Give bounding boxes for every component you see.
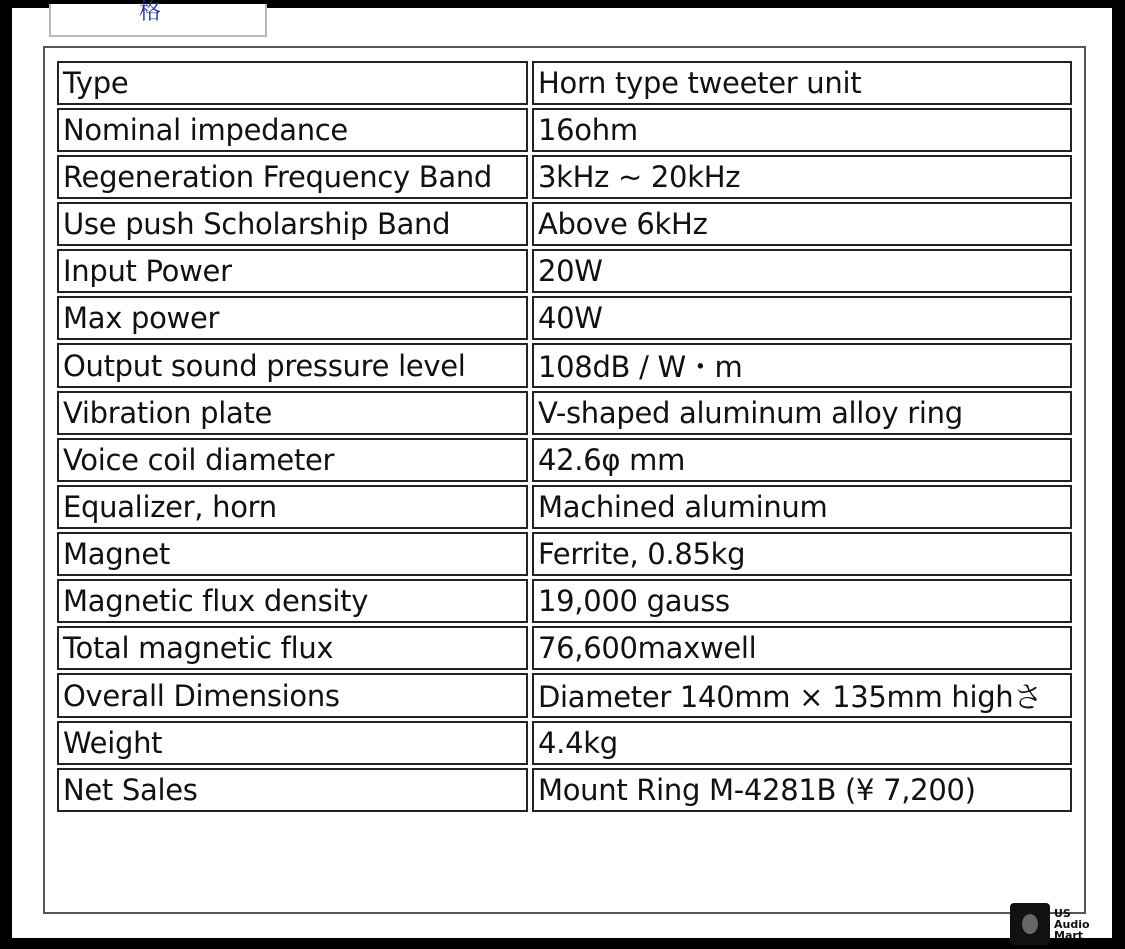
table-row — [57, 249, 1072, 293]
spec-value: Ferrite, 0.85kg — [532, 532, 1072, 576]
spec-label: Magnetic flux density — [57, 579, 528, 623]
table-row — [57, 438, 1072, 482]
table-row — [57, 626, 1072, 670]
spec-label: Weight — [57, 721, 528, 765]
spec-label: Equalizer, horn — [57, 485, 528, 529]
spec-value: Above 6kHz — [532, 202, 1072, 246]
watermark-text: US Audio Mart — [1054, 906, 1090, 942]
watermark-logo — [1010, 901, 1096, 947]
spec-value: 4.4kg — [532, 721, 1072, 765]
spec-label: Vibration plate — [57, 391, 528, 435]
spec-value: 16ohm — [532, 108, 1072, 152]
spec-label: Net Sales — [57, 768, 528, 812]
spec-label: Input Power — [57, 249, 528, 293]
table-row — [57, 108, 1072, 152]
spec-table-frame — [43, 46, 1086, 914]
table-row — [57, 768, 1072, 812]
spec-label: Regeneration Frequency Band — [57, 155, 528, 199]
spec-value: 3kHz ~ 20kHz — [532, 155, 1072, 199]
table-row — [57, 296, 1072, 340]
spec-label: Type — [57, 61, 528, 105]
spec-value: V-shaped aluminum alloy ring — [532, 391, 1072, 435]
spec-label: Voice coil diameter — [57, 438, 528, 482]
table-row — [57, 532, 1072, 576]
spec-label: Total magnetic flux — [57, 626, 528, 670]
spec-label: Output sound pressure level — [57, 343, 528, 388]
spec-value: 76,600maxwell — [532, 626, 1072, 670]
spec-value: 40W — [532, 296, 1072, 340]
spec-value: 108dB / W・m — [532, 343, 1072, 388]
spec-value: Machined aluminum — [532, 485, 1072, 529]
spec-label: Use push Scholarship Band — [57, 202, 528, 246]
table-row — [57, 579, 1072, 623]
table-row — [57, 202, 1072, 246]
spec-label: Magnet — [57, 532, 528, 576]
header-tab — [49, 0, 267, 37]
table-row — [57, 155, 1072, 199]
table-row — [57, 61, 1072, 105]
spec-value: Horn type tweeter unit — [532, 61, 1072, 105]
spec-value: 20W — [532, 249, 1072, 293]
spec-label: Overall Dimensions — [57, 673, 528, 718]
table-row — [57, 391, 1072, 435]
spec-value: Diameter 140mm × 135mm highさ — [532, 673, 1072, 718]
spec-value: 42.6φ mm — [532, 438, 1072, 482]
spec-label: Max power — [57, 296, 528, 340]
spec-table — [53, 58, 1076, 815]
table-row — [57, 343, 1072, 388]
spec-value: Mount Ring M-4281B (¥ 7,200) — [532, 768, 1072, 812]
table-row — [57, 673, 1072, 718]
spec-value: 19,000 gauss — [532, 579, 1072, 623]
table-row — [57, 485, 1072, 529]
speaker-icon — [1010, 903, 1050, 945]
table-row — [57, 721, 1072, 765]
document-page — [12, 0, 1112, 942]
spec-label: Nominal impedance — [57, 108, 528, 152]
header-tab-label: 格 — [139, 0, 162, 25]
